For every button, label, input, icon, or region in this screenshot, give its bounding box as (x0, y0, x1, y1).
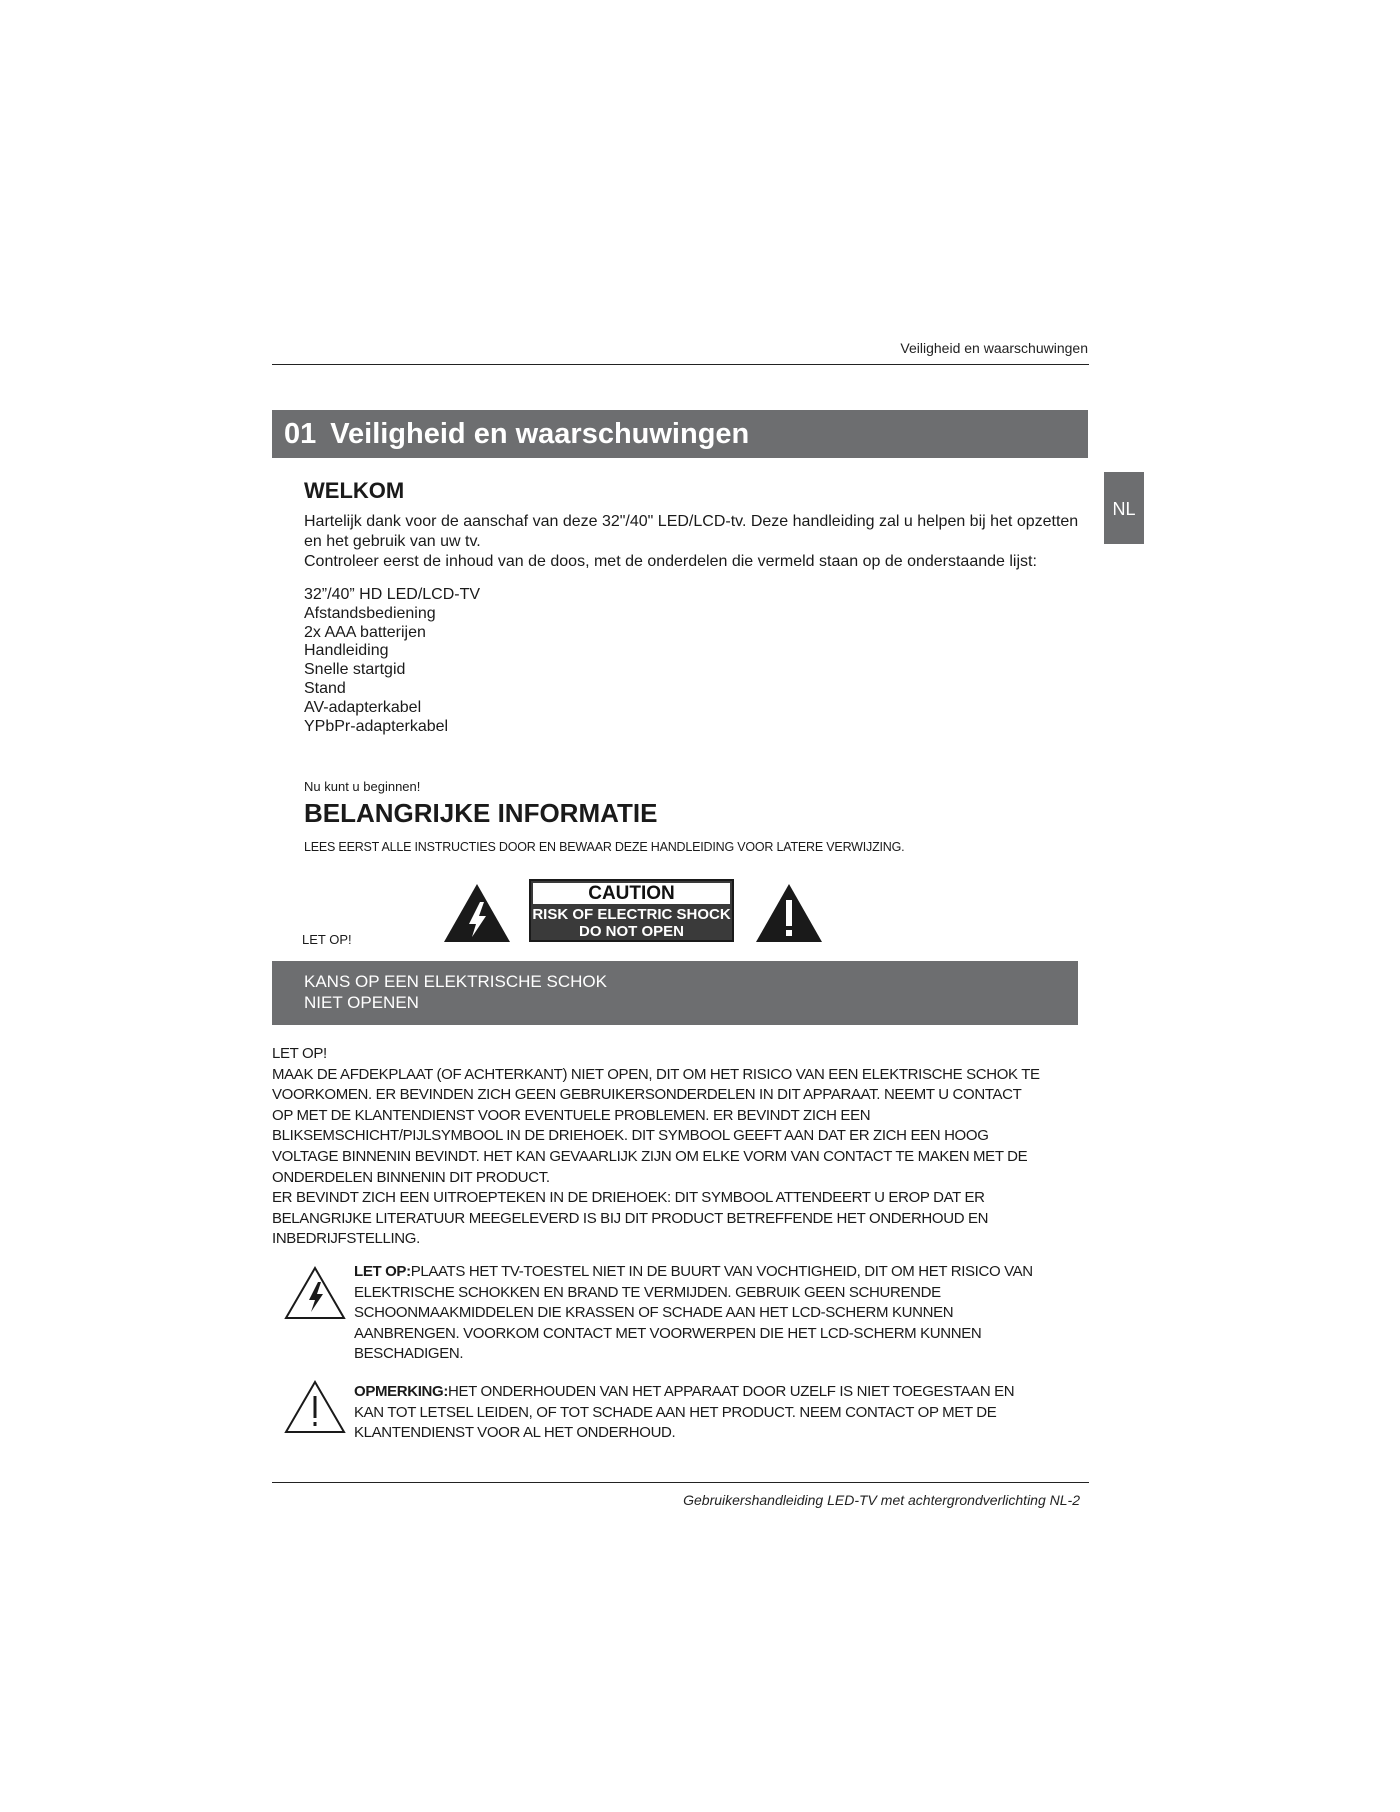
list-item: Afstandsbediening (304, 604, 436, 622)
welcome-heading: WELKOM (304, 478, 405, 503)
welcome-paragraph: Hartelijk dank voor de aanschaf van deze 32"/40" LED/LCD-tv. Deze handleiding zal u helpen bij het opzetten en het gebruik van uw tv. (304, 513, 1079, 550)
chapter-title-bar (272, 410, 1088, 458)
chapter-number: 01 (284, 418, 317, 450)
list-item: Snelle startgid (304, 661, 406, 679)
list-item: Handleiding (304, 642, 389, 660)
shock-warning-bar (272, 961, 1078, 1025)
list-item: 32”/40” HD LED/LCD-TV (304, 586, 481, 603)
list-item: YPbPr-adapterkabel (304, 717, 449, 735)
body-paragraph: MAAK DE AFDEKPLAAT (OF ACHTERKANT) NIET OPEN, DIT OM HET RISICO VAN EEN ELEKTRISCHE SCHOK TE VOORKOMEN. ER BEVINDEN ZICH GEEN GEBRUIKERSONDERDELEN IN DIT APPARAAT. NEEMT U CONTACT OP MET DE KLANTENDIENST VOOR EVENTUELE PROBLEMEN. ER BEVINDT ZICH EEN BLIKSEMSCHICHT/PIJLSYMBOOL IN DE DRIEHOEK. DIT SYMBOOL GEEFT AAN DAT ER ZICH EEN HOOG VOLTAGE BINNENIN BEVINDT. HET KAN GEVAARLIJK ZIJN OM ELKE VORM VAN CONTACT TE MAKEN MET DE ONDERDELEN BINNENIN DIT PRODUCT. (272, 1065, 1040, 1186)
note-label: LET OP: (354, 1263, 411, 1280)
note-text: PLAATS HET TV-TOESTEL NIET IN DE BUURT VAN VOCHTIGHEID, DIT OM HET RISICO VAN ELEKTRISCHE SCHOKKEN EN BRAND TE VERMIJDEN. GEBRUIK GEEN SCHURENDE SCHOONMAAKMIDDELEN DIE KRASSEN OF SCHADE AAN HET LCD-SCHERM KUNNEN AANBRENGEN. VOORKOM CONTACT MET VOORWERPEN DIE HET LCD-SCHERM KUNNEN BESCHADIGEN. (354, 1263, 1033, 1363)
welcome-text (304, 512, 1084, 572)
note-text: HET ONDERHOUDEN VAN HET APPARAAT DOOR UZELF IS NIET TOEGESTAAN EN KAN TOT LETSEL LEIDEN, OF TOT SCHADE AAN HET PRODUCT. NEEM CONTACT OP MET DE KLANTENDIENST VOOR AL HET ONDERHOUD. (354, 1383, 1015, 1442)
let-op-label: LET OP! (302, 932, 352, 947)
electric-shock-warning-icon (442, 882, 512, 944)
chapter-title: Veiligheid en waarschuwingen (330, 418, 750, 450)
begin-text: Nu kunt u beginnen! (304, 779, 421, 794)
caution-text (531, 906, 732, 940)
important-info-heading: BELANGRIJKE INFORMATIE (304, 798, 658, 828)
body-let-op: LET OP! (272, 1045, 327, 1062)
shock-warning-line: NIET OPENEN (304, 993, 419, 1012)
note-opmerking (354, 1382, 1034, 1444)
exclamation-triangle-icon (284, 1380, 346, 1434)
shock-warning-line: KANS OP EEN ELEKTRISCHE SCHOK (304, 972, 607, 991)
language-tab: NL (1104, 472, 1144, 544)
note-label: OPMERKING: (354, 1383, 449, 1400)
header-divider (272, 364, 1089, 365)
body-paragraph: ER BEVINDT ZICH EEN UITROEPTEKEN IN DE DRIEHOEK: DIT SYMBOOL ATTENDEERT U EROP DAT ER BELANGRIJKE LITERATUUR MEEGELEVERD IS BIJ DIT PRODUCT BETREFFENDE HET ONDERHOUD EN INBEDRIJFSTELLING. (272, 1189, 989, 1248)
warning-body-text (272, 1044, 1042, 1250)
exclamation-warning-icon (754, 882, 824, 944)
footer-divider (272, 1482, 1089, 1483)
lightning-triangle-icon (284, 1266, 346, 1320)
note-let-op (354, 1262, 1034, 1365)
running-header: Veiligheid en waarschuwingen (900, 340, 1088, 356)
caution-line: RISK OF ELECTRIC SHOCK (532, 906, 731, 923)
caution-title: CAUTION (533, 883, 730, 904)
caution-line: DO NOT OPEN (578, 923, 684, 940)
welcome-paragraph: Controleer eerst de inhoud van de doos, met de onderdelen die vermeld staan op de onderstaande lijst: (304, 553, 1037, 570)
important-info-subtitle: LEES EERST ALLE INSTRUCTIES DOOR EN BEWAAR DEZE HANDLEIDING VOOR LATERE VERWIJZING. (304, 840, 905, 854)
list-item: 2x AAA batterijen (304, 623, 426, 641)
caution-label (529, 879, 734, 942)
list-item: AV-adapterkabel (304, 698, 422, 716)
list-item: Stand (304, 679, 346, 697)
box-contents-list (304, 586, 480, 736)
running-footer: Gebruikershandleiding LED-TV met achtergrondverlichting NL-2 (683, 1492, 1080, 1508)
